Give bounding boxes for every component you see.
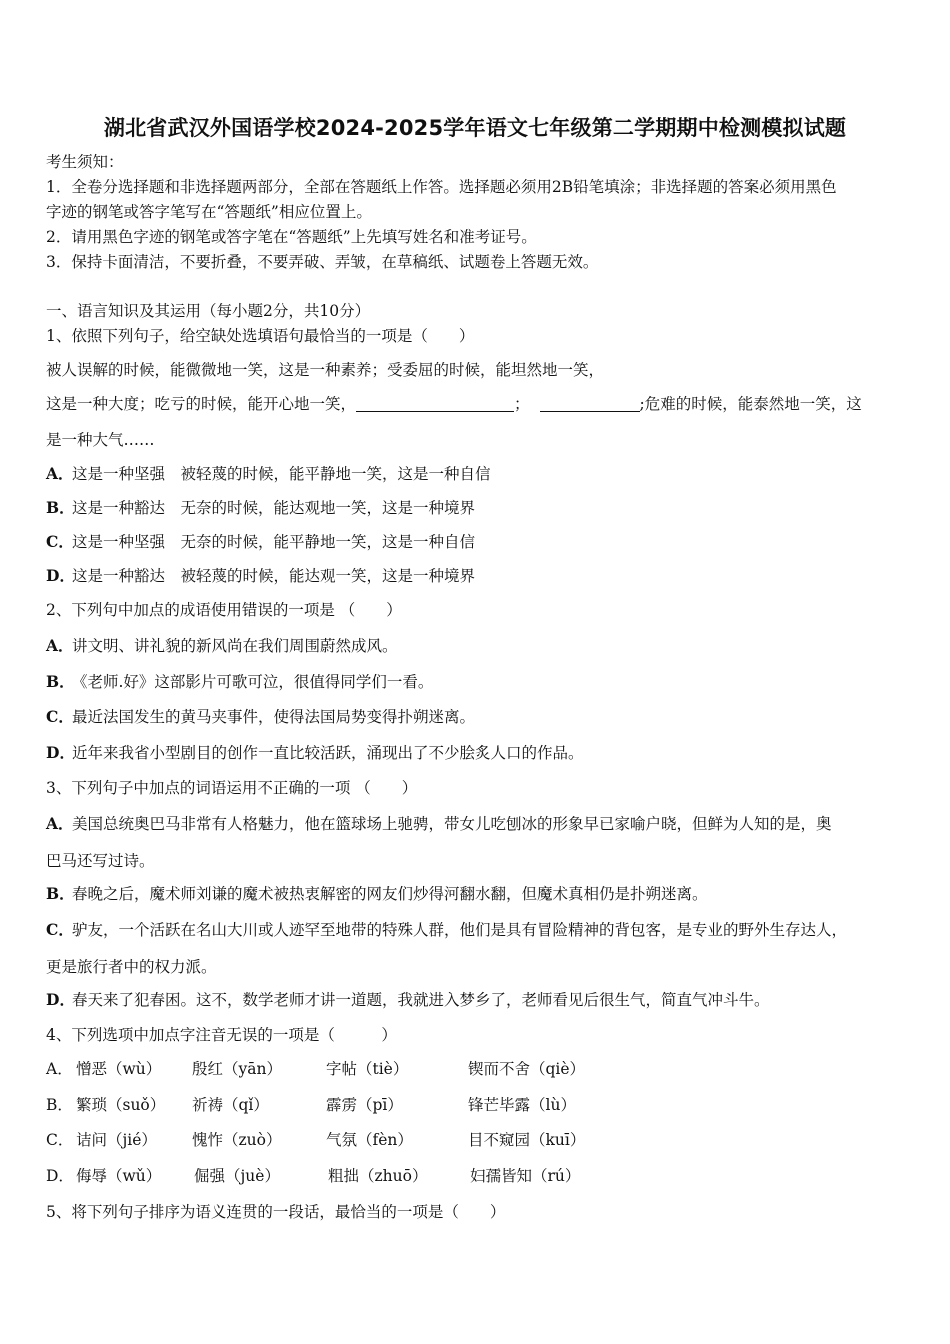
pinyin-item: 祈祷（qǐ） <box>192 1096 269 1114</box>
question-1-stem: 1、依照下列句子，给空缺处选填语句最恰当的一项是（ ） <box>46 327 475 345</box>
option-item <box>46 498 475 518</box>
option-item <box>46 920 847 940</box>
option-item <box>46 814 832 834</box>
option-text: 驴友，一个活跃在名山大川或人迹罕至地带的特殊人群，他们是具有冒险精神的背包客，是专业的野外生存达人， <box>72 921 848 939</box>
option-item <box>46 464 491 484</box>
option-letter: B． <box>46 884 75 903</box>
pinyin-item: 字帖（tiè） <box>326 1060 409 1078</box>
answer-blank <box>540 395 640 412</box>
option-text: 近年来我省小型剧目的创作一直比较活跃，涌现出了不少脍炙人口的作品。 <box>72 744 584 762</box>
option-letter: D． <box>46 990 75 1009</box>
option-item <box>46 743 584 763</box>
section-heading: 一、语言知识及其运用（每小题2分，共10分） <box>46 302 371 320</box>
option-letter: A． <box>46 814 74 833</box>
option-letter: D． <box>46 566 75 585</box>
option-item <box>46 990 770 1010</box>
option-text: 这是一种坚强 被轻蔑的时候，能平静地一笑，这是一种自信 <box>72 465 491 483</box>
option-letter: C． <box>46 532 74 551</box>
option-item <box>46 672 433 692</box>
pinyin-item: 愧怍（zuò） <box>192 1131 282 1149</box>
pinyin-item: 诘问（jié） <box>76 1131 157 1149</box>
pinyin-item: 殷红（yān） <box>192 1060 282 1078</box>
pinyin-item: 侮辱（wǔ） <box>76 1167 162 1185</box>
option-text: 《老师.好》这部影片可歌可泣，很值得同学们一看。 <box>72 673 434 691</box>
option-letter: B． <box>46 1096 73 1114</box>
pinyin-item: 繁琐（suǒ） <box>76 1096 166 1114</box>
option-item <box>46 636 398 656</box>
pinyin-item: 粗拙（zhuō） <box>328 1167 428 1185</box>
pinyin-item: 气氛（fèn） <box>326 1131 413 1149</box>
option-letter: D． <box>46 1167 74 1185</box>
option-text: 美国总统奥巴马非常有人格魅力，他在篮球场上驰骋，带女儿吃刨冰的形象早已家喻户晓，但鲜为人知的是，奥 <box>72 815 832 833</box>
question-5-stem: 5、将下列句子排序为语义连贯的一段话，最恰当的一项是（ ） <box>46 1203 506 1221</box>
option-letter: B． <box>46 498 75 517</box>
option-letter: C． <box>46 920 74 939</box>
notice-item: 3．保持卡面清洁，不要折叠，不要弄破、弄皱，在草稿纸、试题卷上答题无效。 <box>46 253 599 271</box>
question-1-text-part: ； <box>514 395 530 413</box>
pinyin-item: 锋芒毕露（lù） <box>468 1096 576 1114</box>
pinyin-item: 锲而不舍（qiè） <box>468 1060 586 1078</box>
pinyin-item: 目不窥园（kuī） <box>468 1131 586 1149</box>
notice-heading: 考生须知： <box>46 153 124 171</box>
pinyin-item: 妇孺皆知（rú） <box>470 1167 581 1185</box>
page-title: 湖北省武汉外国语学校2024-2025学年语文七年级第二学期期中检测模拟试题 <box>103 116 847 140</box>
question-1-text: 是一种大气…… <box>46 431 155 449</box>
question-1-text-part: ;危难的时候，能泰然地一笑，这 <box>639 395 862 413</box>
question-1-text-with-blanks <box>46 394 862 414</box>
option-text: 春晚之后，魔术师刘谦的魔术被热衷解密的网友们炒得河翻水翻，但魔术真相仍是扑朔迷离。 <box>72 885 708 903</box>
option-text-continued: 巴马还写过诗。 <box>46 852 155 870</box>
answer-blank <box>356 395 514 412</box>
question-1-text-part: 这是一种大度；吃亏的时候，能开心地一笑， <box>46 395 357 413</box>
question-2-stem: 2、下列句中加点的成语使用错误的一项是 （ ） <box>46 601 402 619</box>
notice-item: 2．请用黑色字迹的钢笔或答字笔在“答题纸”上先填写姓名和准考证号。 <box>46 228 537 246</box>
option-text: 讲文明、讲礼貌的新风尚在我们周围蔚然成风。 <box>72 637 398 655</box>
question-1-text: 被人误解的时候，能微微地一笑，这是一种素养；受委屈的时候，能坦然地一笑， <box>46 361 605 379</box>
option-item <box>46 707 475 727</box>
option-letter: A． <box>46 636 74 655</box>
pinyin-item: 倔强（juè） <box>194 1167 280 1185</box>
question-4-stem: 4、下列选项中加点字注音无误的一项是（ ） <box>46 1026 397 1044</box>
option-letter: A． <box>46 1060 73 1078</box>
option-item <box>46 566 475 586</box>
option-text: 这是一种豁达 无奈的时候，能达观地一笑，这是一种境界 <box>72 499 476 517</box>
option-text: 这是一种豁达 被轻蔑的时候，能达观一笑，这是一种境界 <box>72 567 476 585</box>
pinyin-item: 憎恶（wù） <box>76 1060 162 1078</box>
notice-item: 1．全卷分选择题和非选择题两部分，全部在答题纸上作答。选择题必须用2B铅笔填涂；非选择题的答案必须用黑色 <box>46 178 837 196</box>
option-letter: C． <box>46 1131 74 1149</box>
option-letter: C． <box>46 707 74 726</box>
notice-item: 字迹的钢笔或答字笔写在“答题纸”相应位置上。 <box>46 203 372 221</box>
option-letter: D． <box>46 743 75 762</box>
option-text: 最近法国发生的黄马夹事件，使得法国局势变得扑朔迷离。 <box>72 708 476 726</box>
pinyin-item: 霹雳（pī） <box>326 1096 403 1114</box>
option-item <box>46 532 475 552</box>
option-item <box>46 884 708 904</box>
question-3-stem: 3、下列句子中加点的词语运用不正确的一项 （ ） <box>46 779 418 797</box>
option-letter: A． <box>46 464 74 483</box>
option-text: 春天来了犯春困。这不，数学老师才讲一道题，我就进入梦乡了，老师看见后很生气，简直气冲斗牛。 <box>72 991 770 1009</box>
option-letter: B． <box>46 672 75 691</box>
option-text-continued: 更是旅行者中的权力派。 <box>46 958 217 976</box>
option-text: 这是一种坚强 无奈的时候，能平静地一笑，这是一种自信 <box>72 533 476 551</box>
